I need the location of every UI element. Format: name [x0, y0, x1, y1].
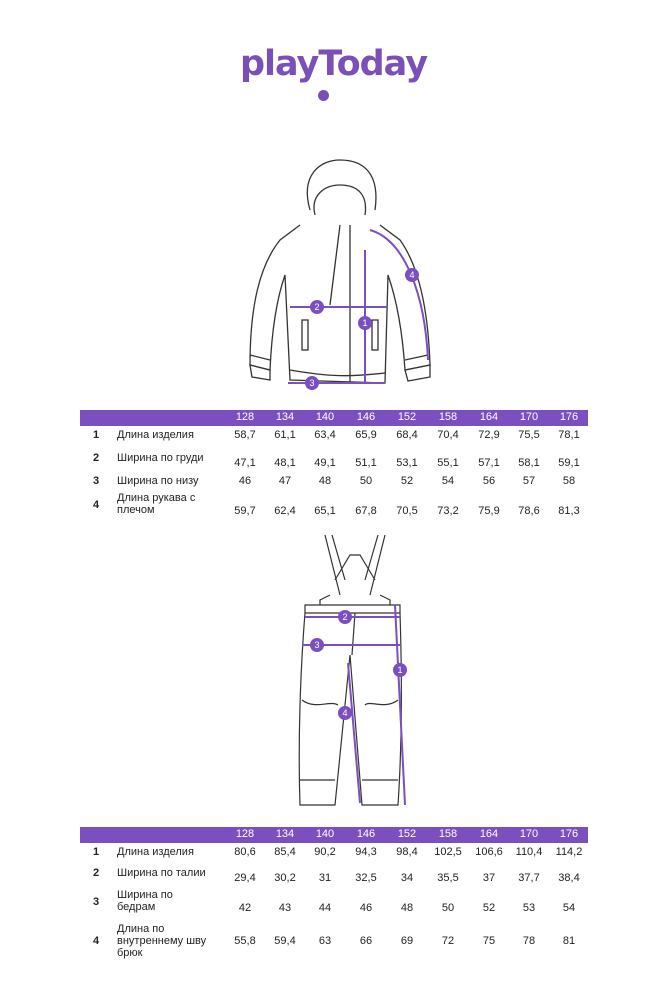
svg-text:1: 1	[362, 318, 368, 328]
logo-dot	[318, 90, 329, 101]
pants-size-table: 128 134 140 146 152 158 164 170 176 1 Длина изделия 80,6 85,4 90,2 94,3 98,4 102,5 106,6 110,4 114,2 2 Ширина по талии 29,4 30,2 31 32,5 34 35,5 37 37,7 38,4 3 Ширина по бедрам 42 43 44 46 48 50 52 53 54 4 Длина по внутреннему шву брюк 55,8 59,4 63 66 69 72 75 78 81	[80, 827, 588, 967]
svg-text:1: 1	[397, 665, 403, 675]
jacket-illustration	[240, 155, 440, 395]
svg-text:3: 3	[314, 640, 320, 650]
pants-illustration	[290, 535, 420, 815]
brand-logo: playToday	[239, 44, 428, 84]
svg-text:4: 4	[409, 270, 415, 280]
svg-text:3: 3	[309, 378, 315, 388]
svg-text:4: 4	[342, 708, 348, 718]
jacket-table-header: 128 134 140 146 152 158 164 170 176	[80, 410, 588, 426]
jacket-size-table: 128 134 140 146 152 158 164 170 176 1 Длина изделия 58,7 61,1 63,4 65,9 68,4 70,4 72,9 75,5 78,1 2 Ширина по груди 47,1 48,1 49,1 51,1 53,1 55,1 57,1 58,1 59,1 3 Ширина по низу 46 47 48 50 52 54 56 57 58 4 Длина рукава с плечом 59,7 62,4 65,1 67,8 70,5 73,2 75,9 78,6 81,3	[80, 410, 588, 520]
svg-text:2: 2	[314, 302, 320, 312]
pants-table-header: 128 134 140 146 152 158 164 170 176	[80, 827, 588, 843]
svg-text:2: 2	[342, 612, 348, 622]
